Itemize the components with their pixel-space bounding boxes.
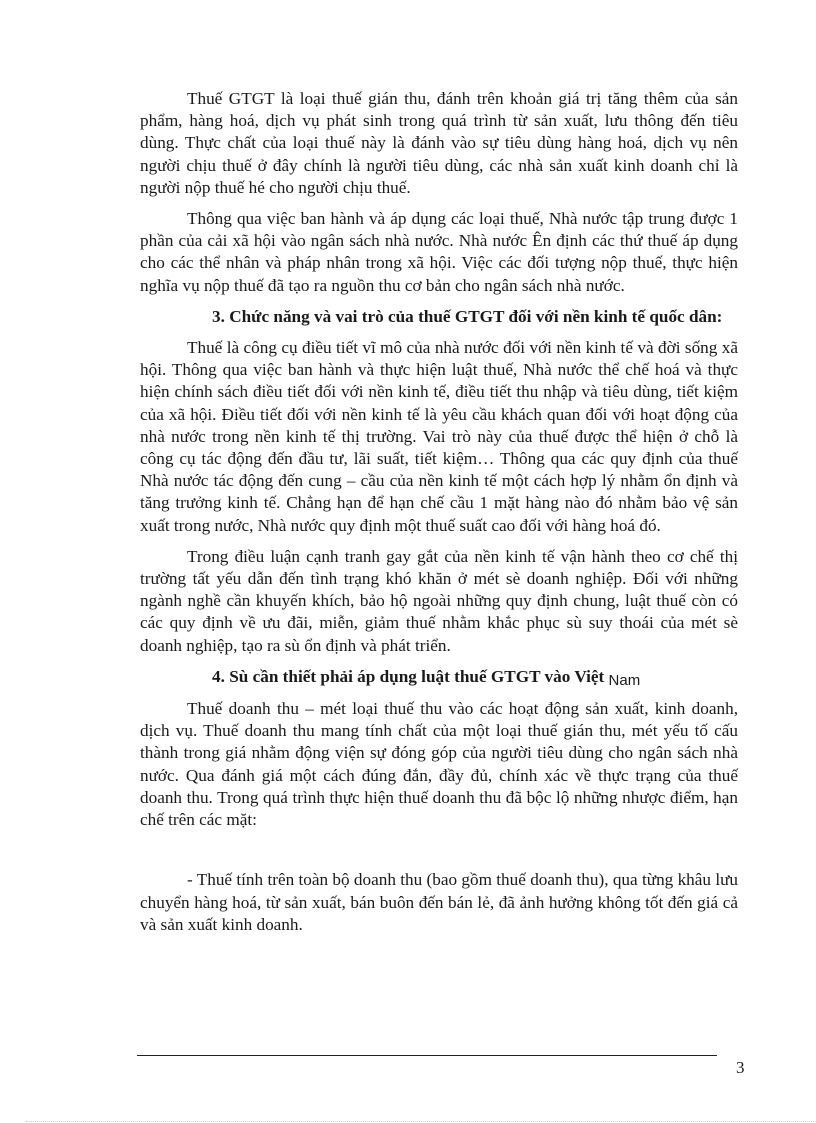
page-body xyxy=(140,88,738,936)
paragraph-state-budget: Thông qua việc ban hành và áp dụng các loại thuế, Nhà nước tập trung được 1 phần của cải xã hội vào ngân sách nhà nước. Nhà nước Ên định các thứ thuế áp dụng cho các thể nhân và pháp nhân trong xã hội. Việc các đối tượng nộp thuế, thực hiện nghĩa vụ nộp thuế đã tạo ra nguồn thu cơ bản cho ngân sách nhà nước. xyxy=(140,209,738,295)
section-heading-3: 3. Chức năng và vai trò của thuế GTGT đối với nền kinh tế quốc dân: xyxy=(212,306,723,326)
footer-divider xyxy=(137,1055,717,1056)
bullet-item-turnover-drawback: - Thuế tính trên toàn bộ doanh thu (bao gồm thuế doanh thu), qua từng khâu lưu chuyển hàng hoá, từ sản xuất, bán buôn đến bán lẻ, đã ảnh hưởng không tốt đến giá cả và sản xuất kinh doanh. xyxy=(140,870,738,934)
section-heading-4-tail: Nam xyxy=(608,671,641,689)
paragraph-turnover-tax: Thuế doanh thu – mét loại thuế thu vào các hoạt động sản xuất, kinh doanh, dịch vụ. Thuế doanh thu mang tính chất của một loại thuế gián thu, mét yếu tố cấu thành trong giá nhằm động viện sự đóng góp của người tiêu dùng cho ngân sách nhà nước. Qua đánh giá một cách đúng đắn, đầy đủ, chính xác về thực trạng của thuế doanh thu. Trong quá trình thực hiện thuế doanh thu đã bộc lộ những nhược điểm, hạn chế trên các mặt: xyxy=(140,699,738,830)
paragraph-macro-regulation: Thuế là công cụ điều tiết vĩ mô của nhà nước đối với nền kinh tế và đời sống xã hội. Thông qua việc ban hành và thực hiện luật thuế, Nhà nước thể chế hoá và thực hiện chính sách điều tiết đối với nền kinh tế, điều tiết thu nhập và tiêu dùng, tiết kiệm của xã hội. Điều tiết đối với nền kinh tế là yêu cầu khách quan đối với hoạt động của nhà nước trong nền kinh tế thị trường. Vai trò này của thuế được thể hiện ở chỗ là công cụ tác động đến đầu tư, lãi suất, tiết kiệm… Thông qua các quy định của thuế Nhà nước tác động đến cung – cầu của nền kinh tế một cách hợp lý nhằm ổn định và tăng trưởng kinh tế. Chẳng hạn để hạn chế cầu 1 mặt hàng nào đó nhằm bảo vệ sản xuất trong nước, Nhà nước quy định một thuế suất cao đối với hàng hoá đó. xyxy=(140,338,738,535)
paragraph-gtgt-definition: Thuế GTGT là loại thuế gián thu, đánh trên khoản giá trị tăng thêm của sản phẩm, hàng hoá, dịch vụ phát sinh trong quá trình từ sản xuất, lưu thông đến tiêu dùng. Thực chất của loại thuế này là đánh vào sự tiêu dùng hàng hoá, dịch vụ nên người chịu thuế ở đây chính là người tiêu dùng, các nhà sản xuất kinh doanh chỉ là người nộp thuế hé cho người chịu thuế. xyxy=(140,89,738,197)
page-number: 3 xyxy=(736,1058,745,1077)
section-heading-4-main: 4. Sù cần thiết phải áp dụng luật thuế GTGT vào Việt xyxy=(212,666,605,686)
section-heading-4 xyxy=(140,666,738,689)
page-bottom-edge xyxy=(26,1121,816,1122)
paragraph-competition: Trong điều luận cạnh tranh gay gắt của nền kinh tế vận hành theo cơ chế thị trường tất yếu dẫn đến tình trạng khó khăn ở mét sè doanh nghiệp. Đối với những ngành nghề cần khuyến khích, bảo hộ ngoài những quy định chung, luật thuế còn có các quy định về ưu đãi, miễn, giảm thuế nhằm khắc phục sù suy thoái của mét sè doanh nghiệp, tạo ra sù ổn định và phát triển. xyxy=(140,546,738,655)
